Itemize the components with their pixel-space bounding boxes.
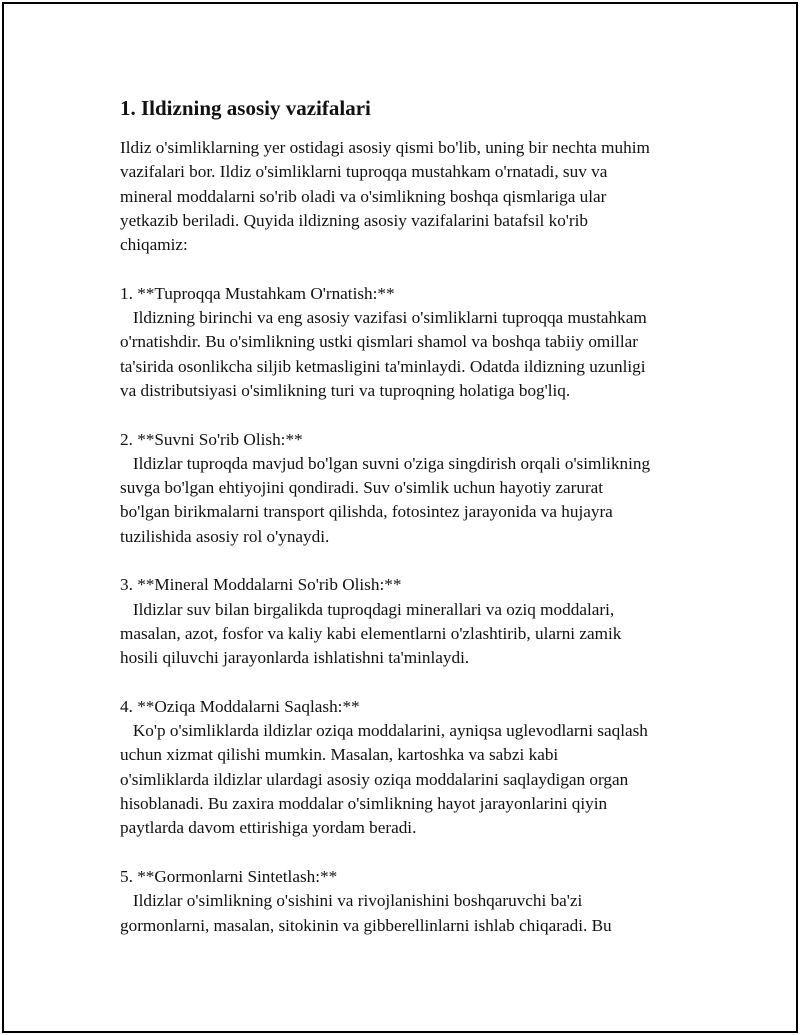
section-heading: 1. Ildizning asosiy vazifalari — [120, 96, 371, 120]
body-text: Ildiz o'simliklarning yer ostidagi asosiy qismi bo'lib, uning bir nechta muhim vazifalari bor. Ildiz o'simliklarni tuproqqa mustahkam o'rnatadi, suv va mineral moddalarni so'rib oladi va o'simlikning boshqa qismlariga ular yetkazib beriladi. Quyida ildizning asosiy vazifalarini batafsil ko'rib chiqamiz: 1. **Tuproqqa Mustahkam O'rnatish:** Ildizning birinchi va eng asosiy vazifasi o'simliklarni tuproqqa mustahkam o'rnatishdir. Bu o'simlikning ustki qismlari shamol va boshqa tabiiy omillar ta'sirida osonlikcha siljib ketmasligini ta'minlaydi. Odatda ildizning uzunligi va distributsiyasi o'simlikning turi va tuproqning holatiga bog'liq. 2. **Suvni So'rib Olish:** Ildizlar tuproqda mavjud bo'lgan suvni o'ziga singdirish orqali o'simlikning suvga bo'lgan ehtiyojini qondiradi. Suv o'simlik uchun hayotiy zarurat bo'lgan birikmalarni transport qilishda, fotosintez jarayonida va hujayra tuzilishida asosiy rol o'ynaydi. 3. **Mineral Moddalarni So'rib Olish:** Ildizlar suv bilan birgalikda tuproqdagi minerallari va oziq moddalari, masalan, azot, fosfor va kaliy kabi elementlarni o'zlashtirib, ularni zamik hosili qiluvchi jarayonlarda ishlatishni ta'minlaydi. 4. **Oziqa Moddalarni Saqlash:** Ko'p o'simliklarda ildizlar oziqa moddalarini, ayniqsa uglevodlarni saqlash uchun xizmat qilishi mumkin. Masalan, kartoshka va sabzi kabi o'simliklarda ildizlar ulardagi asosiy oziqa moddalarini saqlaydigan organ hisoblanadi. Bu zaxira moddalar o'simlikning hayot jarayonlarini qiyin paytlarda davom ettirishiga yordam beradi. 5. **Gormonlarni Sintetlash:** Ildizlar o'simlikning o'sishini va rivojlanishini boshqaruvchi ba'zi gormonlarni, masalan, sitokinin va gibberellinlarni ishlab chiqaradi. Bu — [120, 138, 651, 935]
document-content — [120, 94, 720, 938]
page-frame — [2, 2, 798, 1033]
